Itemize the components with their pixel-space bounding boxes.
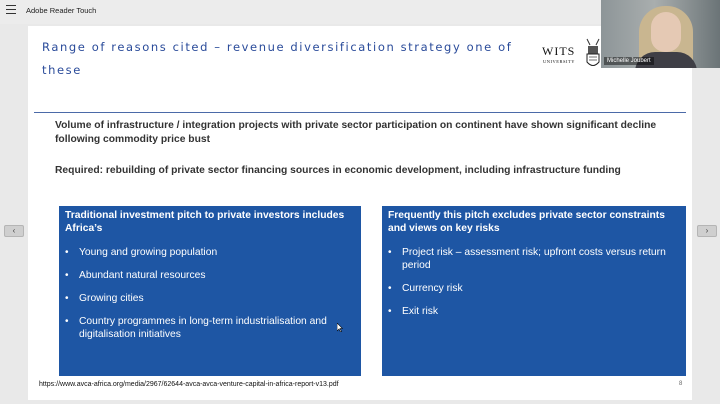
paragraph-required: Required: rebuilding of private sector financing sources in economic development, including infrastructure funding — [55, 165, 621, 176]
app-title: Adobe Reader Touch — [26, 6, 97, 15]
mouse-pointer-icon — [337, 323, 343, 332]
slide-title: Range of reasons cited – revenue diversification strategy one of these — [42, 40, 513, 77]
participant-video[interactable] — [601, 0, 720, 68]
list-item: • Abundant natural resources — [65, 269, 361, 282]
pitch-list — [65, 246, 361, 341]
document-viewer — [0, 24, 720, 404]
list-item: • Growing cities — [65, 292, 361, 305]
risk-list — [388, 246, 686, 318]
list-item: • Exit risk — [388, 305, 686, 318]
list-item: • Young and growing population — [65, 246, 361, 259]
next-page-button[interactable] — [697, 225, 717, 237]
investment-pitch-box — [59, 206, 361, 376]
list-item: • Country programmes in long-term industrialisation and digitalisation initiatives — [65, 315, 361, 341]
crest-icon — [584, 36, 602, 70]
logo-text: WITS — [542, 44, 576, 58]
prev-page-button[interactable] — [4, 225, 24, 237]
slide-page — [28, 26, 692, 400]
source-link[interactable]: https://www.avca-africa.org/media/2967/62644-avca-avca-venture-capital-in-africa-report-v13.pdf — [39, 381, 339, 388]
list-item: • Currency risk — [388, 282, 686, 295]
constraints-box — [382, 206, 686, 376]
participant-name: Michelle Joubert — [604, 57, 654, 65]
paragraph-infrastructure: Volume of infrastructure / integration projects with private sector participation on continent have shown significant decline following commodity price bust — [55, 120, 657, 145]
logo-subtext: UNIVERSITY — [543, 59, 575, 64]
box-heading: Traditional investment pitch to private investors includes Africa’s — [65, 210, 345, 234]
hamburger-menu-icon[interactable] — [6, 5, 16, 17]
box-heading: Frequently this pitch excludes private sector constraints and views on key risks — [388, 210, 665, 234]
chevron-right-icon: › — [705, 226, 709, 235]
chevron-left-icon: ‹ — [12, 226, 16, 235]
list-item: • Project risk – assessment risk; upfront costs versus return period — [388, 246, 686, 272]
title-divider — [34, 112, 686, 113]
participant-face — [651, 12, 681, 52]
page-number: 8 — [679, 381, 683, 387]
